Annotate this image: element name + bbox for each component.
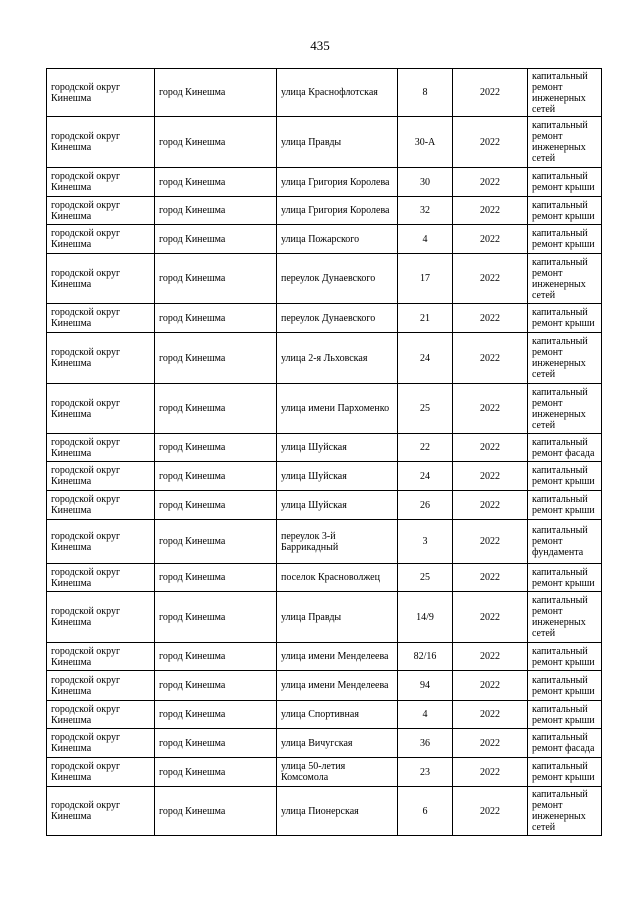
year-cell: 2022 — [453, 197, 528, 225]
house-number-cell: 25 — [398, 564, 453, 592]
street-cell: переулок 3-й Баррикадный — [277, 520, 398, 564]
house-number-cell: 4 — [398, 701, 453, 729]
work-type-cell: капитальный ремонт инженерных сетей — [528, 384, 602, 434]
street-cell: улица 50-летия Комсомола — [277, 758, 398, 787]
city-cell: город Кинешма — [155, 304, 277, 333]
table-row — [47, 564, 602, 592]
city-cell: город Кинешма — [155, 592, 277, 643]
district-cell: городской округ Кинешма — [47, 254, 155, 304]
house-number-cell: 36 — [398, 729, 453, 758]
district-cell: городской округ Кинешма — [47, 671, 155, 701]
work-type-cell: капитальный ремонт фасада — [528, 729, 602, 758]
work-type-cell: капитальный ремонт инженерных сетей — [528, 117, 602, 168]
district-cell: городской округ Кинешма — [47, 117, 155, 168]
house-number-cell: 24 — [398, 333, 453, 384]
district-cell: городской округ Кинешма — [47, 592, 155, 643]
work-type-cell: капитальный ремонт крыши — [528, 491, 602, 520]
table-row — [47, 701, 602, 729]
year-cell: 2022 — [453, 701, 528, 729]
house-number-cell: 82/16 — [398, 643, 453, 671]
street-cell: улица имени Пархоменко — [277, 384, 398, 434]
year-cell: 2022 — [453, 643, 528, 671]
district-cell: городской округ Кинешма — [47, 520, 155, 564]
city-cell: город Кинешма — [155, 197, 277, 225]
street-cell: переулок Дунаевского — [277, 254, 398, 304]
street-cell: улица Григория Королева — [277, 168, 398, 197]
year-cell: 2022 — [453, 333, 528, 384]
city-cell: город Кинешма — [155, 491, 277, 520]
house-number-cell: 24 — [398, 462, 453, 491]
street-cell: улица имени Менделеева — [277, 643, 398, 671]
year-cell: 2022 — [453, 671, 528, 701]
work-type-cell: капитальный ремонт крыши — [528, 671, 602, 701]
table-row — [47, 117, 602, 168]
house-number-cell: 30-А — [398, 117, 453, 168]
page-number: 435 — [310, 38, 330, 53]
house-number-cell: 23 — [398, 758, 453, 787]
house-number-cell: 14/9 — [398, 592, 453, 643]
city-cell: город Кинешма — [155, 671, 277, 701]
year-cell: 2022 — [453, 434, 528, 462]
table-row — [47, 520, 602, 564]
work-type-cell: капитальный ремонт крыши — [528, 758, 602, 787]
street-cell: улица Спортивная — [277, 701, 398, 729]
year-cell: 2022 — [453, 787, 528, 836]
house-number-cell: 94 — [398, 671, 453, 701]
district-cell: городской округ Кинешма — [47, 701, 155, 729]
district-cell: городской округ Кинешма — [47, 225, 155, 254]
table-row — [47, 333, 602, 384]
city-cell: город Кинешма — [155, 520, 277, 564]
work-type-cell: капитальный ремонт инженерных сетей — [528, 592, 602, 643]
year-cell: 2022 — [453, 462, 528, 491]
street-cell: переулок Дунаевского — [277, 304, 398, 333]
house-number-cell: 4 — [398, 225, 453, 254]
year-cell: 2022 — [453, 117, 528, 168]
street-cell: улица Правды — [277, 592, 398, 643]
city-cell: город Кинешма — [155, 117, 277, 168]
work-type-cell: капитальный ремонт фундамента — [528, 520, 602, 564]
district-cell: городской округ Кинешма — [47, 384, 155, 434]
table-row — [47, 434, 602, 462]
work-type-cell: капитальный ремонт крыши — [528, 168, 602, 197]
house-number-cell: 26 — [398, 491, 453, 520]
street-cell: улица 2-я Льховская — [277, 333, 398, 384]
year-cell: 2022 — [453, 520, 528, 564]
district-cell: городской округ Кинешма — [47, 787, 155, 836]
street-cell: улица Пионерская — [277, 787, 398, 836]
work-type-cell: капитальный ремонт крыши — [528, 197, 602, 225]
city-cell: город Кинешма — [155, 758, 277, 787]
table-row — [47, 592, 602, 643]
table-row — [47, 197, 602, 225]
house-number-cell: 22 — [398, 434, 453, 462]
city-cell: город Кинешма — [155, 168, 277, 197]
work-type-cell: капитальный ремонт инженерных сетей — [528, 69, 602, 117]
work-type-cell: капитальный ремонт фасада — [528, 434, 602, 462]
city-cell: город Кинешма — [155, 333, 277, 384]
work-type-cell: капитальный ремонт инженерных сетей — [528, 333, 602, 384]
city-cell: город Кинешма — [155, 254, 277, 304]
work-type-cell: капитальный ремонт крыши — [528, 225, 602, 254]
house-number-cell: 25 — [398, 384, 453, 434]
house-number-cell: 6 — [398, 787, 453, 836]
city-cell: город Кинешма — [155, 434, 277, 462]
city-cell: город Кинешма — [155, 462, 277, 491]
house-number-cell: 32 — [398, 197, 453, 225]
work-type-cell: капитальный ремонт инженерных сетей — [528, 787, 602, 836]
house-number-cell: 3 — [398, 520, 453, 564]
table-row — [47, 758, 602, 787]
year-cell: 2022 — [453, 168, 528, 197]
street-cell: улица Григория Королева — [277, 197, 398, 225]
house-number-cell: 30 — [398, 168, 453, 197]
year-cell: 2022 — [453, 69, 528, 117]
table-row — [47, 671, 602, 701]
table-row — [47, 643, 602, 671]
district-cell: городской округ Кинешма — [47, 197, 155, 225]
table-row — [47, 168, 602, 197]
city-cell: город Кинешма — [155, 729, 277, 758]
table-row — [47, 304, 602, 333]
work-type-cell: капитальный ремонт крыши — [528, 643, 602, 671]
district-cell: городской округ Кинешма — [47, 333, 155, 384]
district-cell: городской округ Кинешма — [47, 643, 155, 671]
city-cell: город Кинешма — [155, 225, 277, 254]
district-cell: городской округ Кинешма — [47, 69, 155, 117]
table-row — [47, 491, 602, 520]
street-cell: улица Правды — [277, 117, 398, 168]
street-cell: улица Краснофлотская — [277, 69, 398, 117]
city-cell: город Кинешма — [155, 701, 277, 729]
table-body — [47, 69, 602, 836]
district-cell: городской округ Кинешма — [47, 758, 155, 787]
district-cell: городской округ Кинешма — [47, 729, 155, 758]
year-cell: 2022 — [453, 304, 528, 333]
year-cell: 2022 — [453, 729, 528, 758]
street-cell: улица Вичугская — [277, 729, 398, 758]
work-type-cell: капитальный ремонт инженерных сетей — [528, 254, 602, 304]
year-cell: 2022 — [453, 225, 528, 254]
district-cell: городской округ Кинешма — [47, 491, 155, 520]
city-cell: город Кинешма — [155, 564, 277, 592]
street-cell: улица Шуйская — [277, 491, 398, 520]
table-row — [47, 384, 602, 434]
work-type-cell: капитальный ремонт крыши — [528, 304, 602, 333]
house-number-cell: 17 — [398, 254, 453, 304]
street-cell: улица имени Менделеева — [277, 671, 398, 701]
district-cell: городской округ Кинешма — [47, 168, 155, 197]
district-cell: городской округ Кинешма — [47, 462, 155, 491]
table-row — [47, 462, 602, 491]
table-row — [47, 69, 602, 117]
city-cell: город Кинешма — [155, 643, 277, 671]
housing-repair-table — [46, 68, 602, 836]
year-cell: 2022 — [453, 758, 528, 787]
year-cell: 2022 — [453, 592, 528, 643]
street-cell: улица Шуйская — [277, 462, 398, 491]
street-cell: поселок Красноволжец — [277, 564, 398, 592]
work-type-cell: капитальный ремонт крыши — [528, 564, 602, 592]
house-number-cell: 21 — [398, 304, 453, 333]
city-cell: город Кинешма — [155, 384, 277, 434]
street-cell: улица Пожарского — [277, 225, 398, 254]
table-row — [47, 729, 602, 758]
table-row — [47, 787, 602, 836]
year-cell: 2022 — [453, 254, 528, 304]
year-cell: 2022 — [453, 564, 528, 592]
year-cell: 2022 — [453, 384, 528, 434]
work-type-cell: капитальный ремонт крыши — [528, 462, 602, 491]
table-row — [47, 254, 602, 304]
city-cell: город Кинешма — [155, 787, 277, 836]
table-row — [47, 225, 602, 254]
district-cell: городской округ Кинешма — [47, 564, 155, 592]
street-cell: улица Шуйская — [277, 434, 398, 462]
work-type-cell: капитальный ремонт крыши — [528, 701, 602, 729]
district-cell: городской округ Кинешма — [47, 304, 155, 333]
house-number-cell: 8 — [398, 69, 453, 117]
year-cell: 2022 — [453, 491, 528, 520]
district-cell: городской округ Кинешма — [47, 434, 155, 462]
city-cell: город Кинешма — [155, 69, 277, 117]
